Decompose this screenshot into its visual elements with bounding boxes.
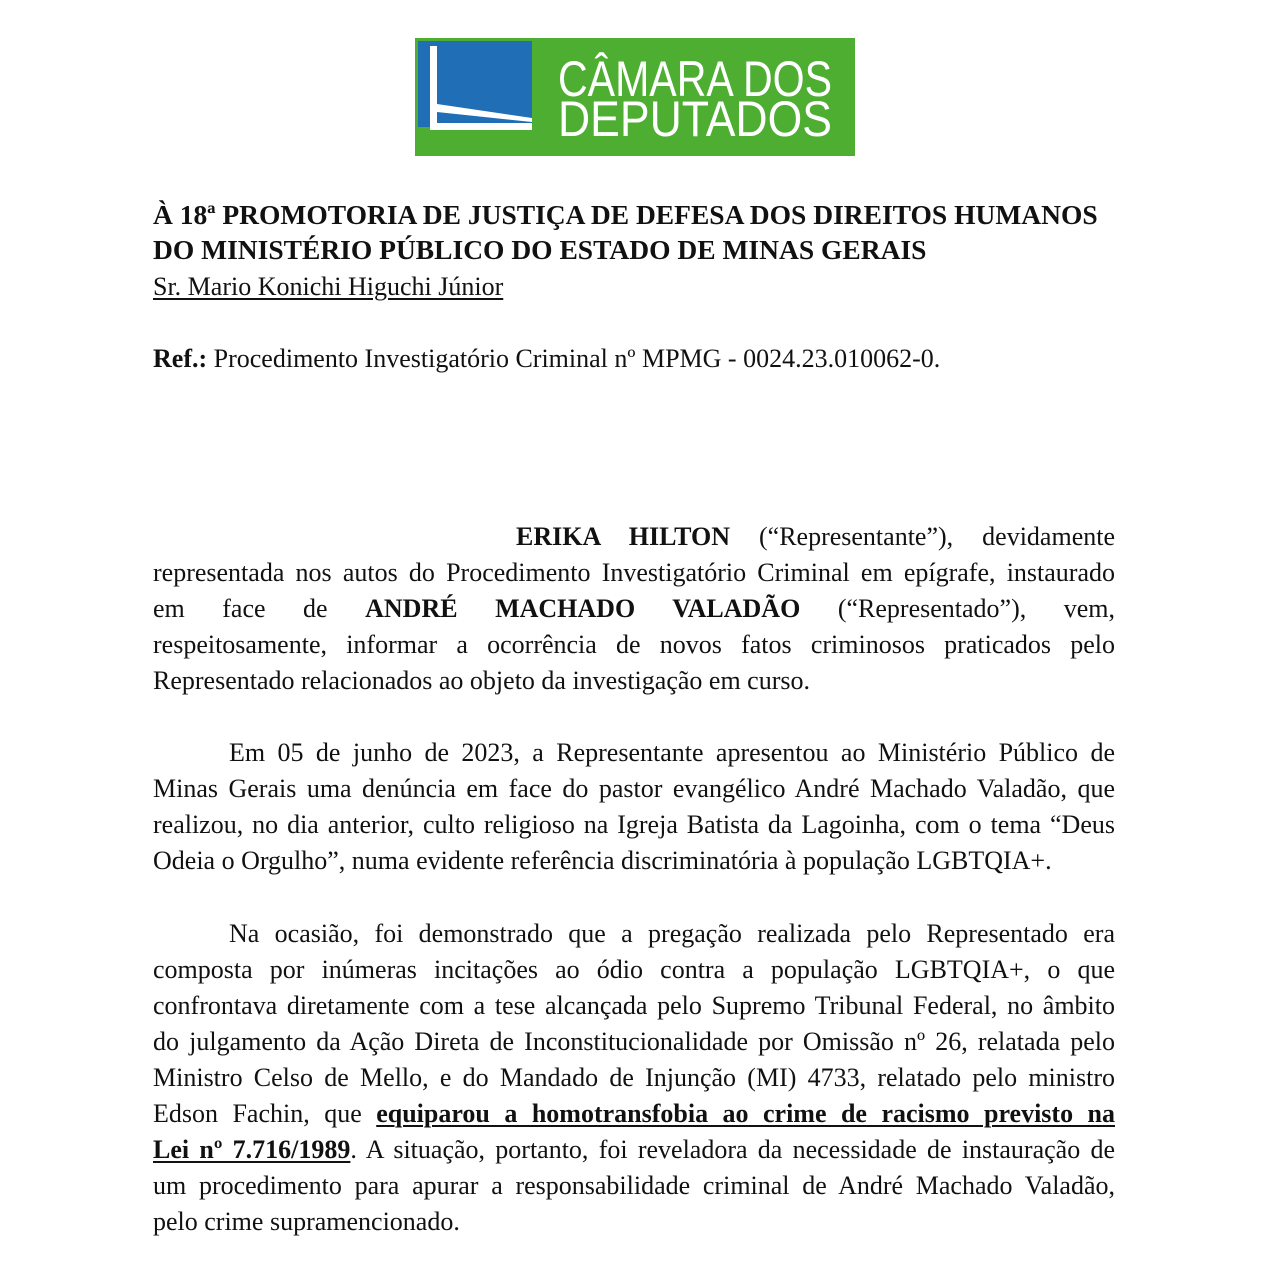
line-text: Edson Fachin, que [153, 1099, 362, 1128]
line-text: confrontava diretamente com a tese alcançada pelo Supremo Tribunal Federal, no âmbito [153, 991, 1115, 1020]
emphasized-law-reference: Lei nº 7.716/1989 [153, 1135, 351, 1164]
line-text: representada nos autos do Procedimento Investigatório Criminal em epígrafe, instaurado [153, 558, 1115, 587]
line-text: pelo crime supramencionado. [153, 1207, 460, 1236]
paragraph-line [153, 735, 1115, 771]
reference-line [153, 341, 940, 377]
reference-text: Procedimento Investigatório Criminal nº MPMG - 0024.23.010062-0. [213, 344, 941, 373]
addressee-line-1: À 18ª PROMOTORIA DE JUSTIÇA DE DEFESA DOS DIREITOS HUMANOS [153, 199, 1098, 230]
paragraph-line [153, 771, 1115, 807]
line-text: . A situação, portanto, foi reveladora da necessidade de instauração de [350, 1135, 1116, 1164]
paragraph-line [153, 663, 1115, 699]
paragraph-line [153, 1060, 1115, 1096]
paragraph-line [153, 1204, 1115, 1240]
paragraph-line [153, 1096, 1115, 1132]
line-text: Ministro Celso de Mello, e do Mandado de Injunção (MI) 4733, relatado pelo ministro [153, 1063, 1115, 1092]
paragraph-line [153, 843, 1115, 879]
emphasized-holding: equiparou a homotransfobia ao crime de racismo previsto na [376, 1099, 1115, 1128]
line-text: (“Representado”), vem, [837, 594, 1115, 623]
paragraph-line [153, 1168, 1115, 1204]
addressee-heading [153, 197, 1098, 267]
reference-label: Ref.: [153, 344, 208, 373]
line-text: Representado relacionados ao objeto da investigação em curso. [153, 666, 810, 695]
paragraph-line [153, 627, 1115, 663]
line-text: do julgamento da Ação Direta de Inconstitucionalidade por Omissão nº 26, relatada pelo [153, 1027, 1115, 1056]
paragraph-line [153, 555, 1115, 591]
line-text: composta por inúmeras incitações ao ódio contra a população LGBTQIA+, o que [153, 955, 1115, 984]
logo-text-line1: CÂMARA DOS [558, 51, 832, 107]
paragraph-line [153, 1024, 1115, 1060]
line-text: Em 05 de junho de 2023, a Representante apresentou ao Ministério Público de [229, 738, 1115, 767]
camara-dos-deputados-logo [415, 38, 855, 156]
logo-text-line2: DEPUTADOS [558, 91, 832, 147]
addressee-line-2: DO MINISTÉRIO PÚBLICO DO ESTADO DE MINAS GERAIS [153, 234, 927, 265]
line-text: Odeia o Orgulho”, numa evidente referência discriminatória à população LGBTQIA+. [153, 846, 1052, 875]
paragraph-line [153, 916, 1115, 952]
line-text: Na ocasião, foi demonstrado que a pregação realizada pelo Representado era [229, 919, 1115, 948]
paragraph-line [153, 519, 1115, 555]
line-text: respeitosamente, informar a ocorrência de novos fatos criminosos praticados pelo [153, 630, 1115, 659]
line-text: em face de [153, 594, 328, 623]
paragraph-2 [153, 735, 1115, 879]
line-text: um procedimento para apurar a responsabilidade criminal de André Machado Valadão, [153, 1171, 1115, 1200]
paragraph-line [153, 591, 1115, 627]
recipient-name: Sr. Mario Konichi Higuchi Júnior [153, 272, 504, 301]
line-text: realizou, no dia anterior, culto religioso na Igreja Batista da Lagoinha, com o tema “Deus [153, 810, 1115, 839]
paragraph-1 [153, 519, 1115, 699]
paragraph-line [153, 1132, 1115, 1168]
paragraph-line [153, 988, 1115, 1024]
line-text: (“Representante”), devidamente [759, 522, 1115, 551]
paragraph-line [153, 952, 1115, 988]
line-text: Minas Gerais uma denúncia em face do pastor evangélico André Machado Valadão, que [153, 774, 1115, 803]
logo-emblem-icon [418, 41, 532, 130]
representante-name: ERIKA HILTON [516, 522, 730, 551]
paragraph-3 [153, 916, 1115, 1240]
paragraph-line [153, 807, 1115, 843]
representado-name: ANDRÉ MACHADO VALADÃO [365, 594, 801, 623]
